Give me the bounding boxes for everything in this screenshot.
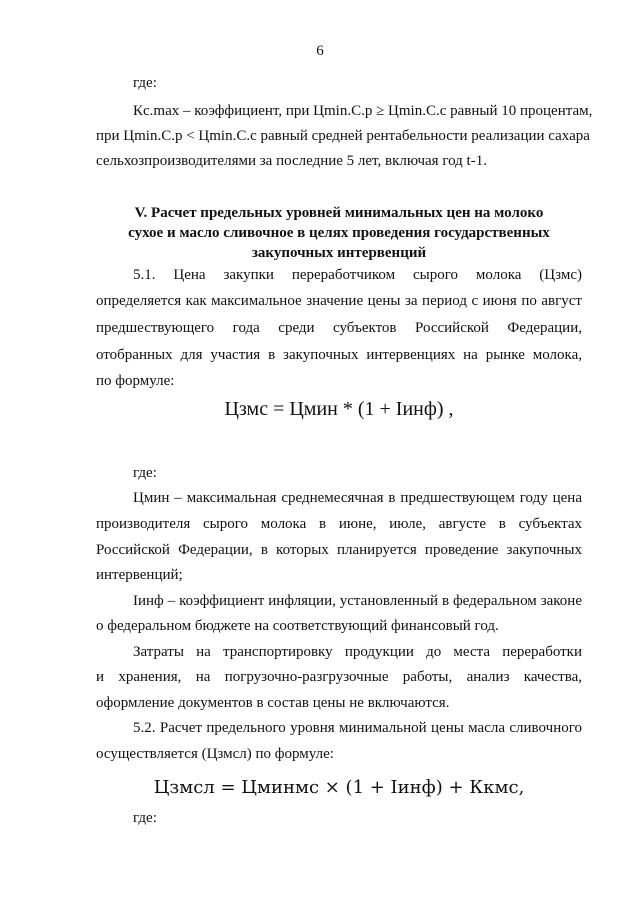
costs-para-line-2: и хранения, на погрузочно-разгрузочные работы, анализ качества, <box>96 669 582 685</box>
para-5-1-line-1: 5.1. Цена закупки переработчиком сырого молока (Цзмс) <box>133 267 582 283</box>
para-kmax-line-3: сельхозпроизводителями за последние 5 лет, включая год t-1. <box>96 153 487 169</box>
para-5-2-line-2: осуществляется (Цзмсл) по формуле: <box>96 746 334 762</box>
para-5-1-line-3: предшествующего года среди субъектов Российской Федерации, <box>96 320 582 336</box>
section-heading-line-1: V. Расчет предельных уровней минимальных цен на молоко <box>134 205 544 221</box>
where-label-3: где: <box>133 810 157 826</box>
def-tsmin-line-2: производителя сырого молока в июне, июле, августе в субъектах <box>96 516 582 532</box>
formula-milk-price: Цзмс = Цмин * (1 + Iинф) , <box>224 398 454 420</box>
para-kmax-line-2: при Цmin.C.p < Цmin.C.c равный средней рентабельности реализации сахара <box>96 128 590 144</box>
para-5-1-line-4: отобранных для участия в закупочных интервенциях на рынке молока, <box>96 347 582 363</box>
def-tsmin-line-3: Российской Федерации, в которых планируется проведение закупочных <box>96 542 582 558</box>
section-heading-line-3: закупочных интервенций <box>251 245 427 261</box>
formula-butter-price: Цзмсл = Цминмс × (1 + Iинф) + Ккмс, <box>153 777 525 798</box>
costs-para-line-1: Затраты на транспортировку продукции до места переработки <box>133 644 582 660</box>
where-label: где: <box>133 75 157 91</box>
section-heading-line-2: сухое и масло сливочное в целях проведения государственных <box>128 225 550 241</box>
def-tsmin-line-1: Цмин – максимальная среднемесячная в предшествующем году цена <box>133 490 582 506</box>
para-5-1-line-5: по формуле: <box>96 373 175 389</box>
where-label-2: где: <box>133 465 157 481</box>
def-iinf-line-2: о федеральном бюджете на соответствующий финансовый год. <box>96 618 499 634</box>
def-iinf-line-1: Iинф – коэффициент инфляции, установленный в федеральном законе <box>133 593 582 609</box>
para-kmax-line-1: Кc.max – коэффициент, при Цmin.C.p ≥ Цmin.C.c равный 10 процентам, <box>133 103 593 119</box>
costs-para-line-3: оформление документов в состав цены не включаются. <box>96 695 450 711</box>
para-5-1-line-2: определяется как максимальное значение цены за период с июня по август <box>96 293 582 309</box>
para-5-2-line-1: 5.2. Расчет предельного уровня минимальной цены масла сливочного <box>133 720 582 736</box>
page-number: 6 <box>316 43 324 59</box>
def-tsmin-line-4: интервенций; <box>96 567 183 583</box>
